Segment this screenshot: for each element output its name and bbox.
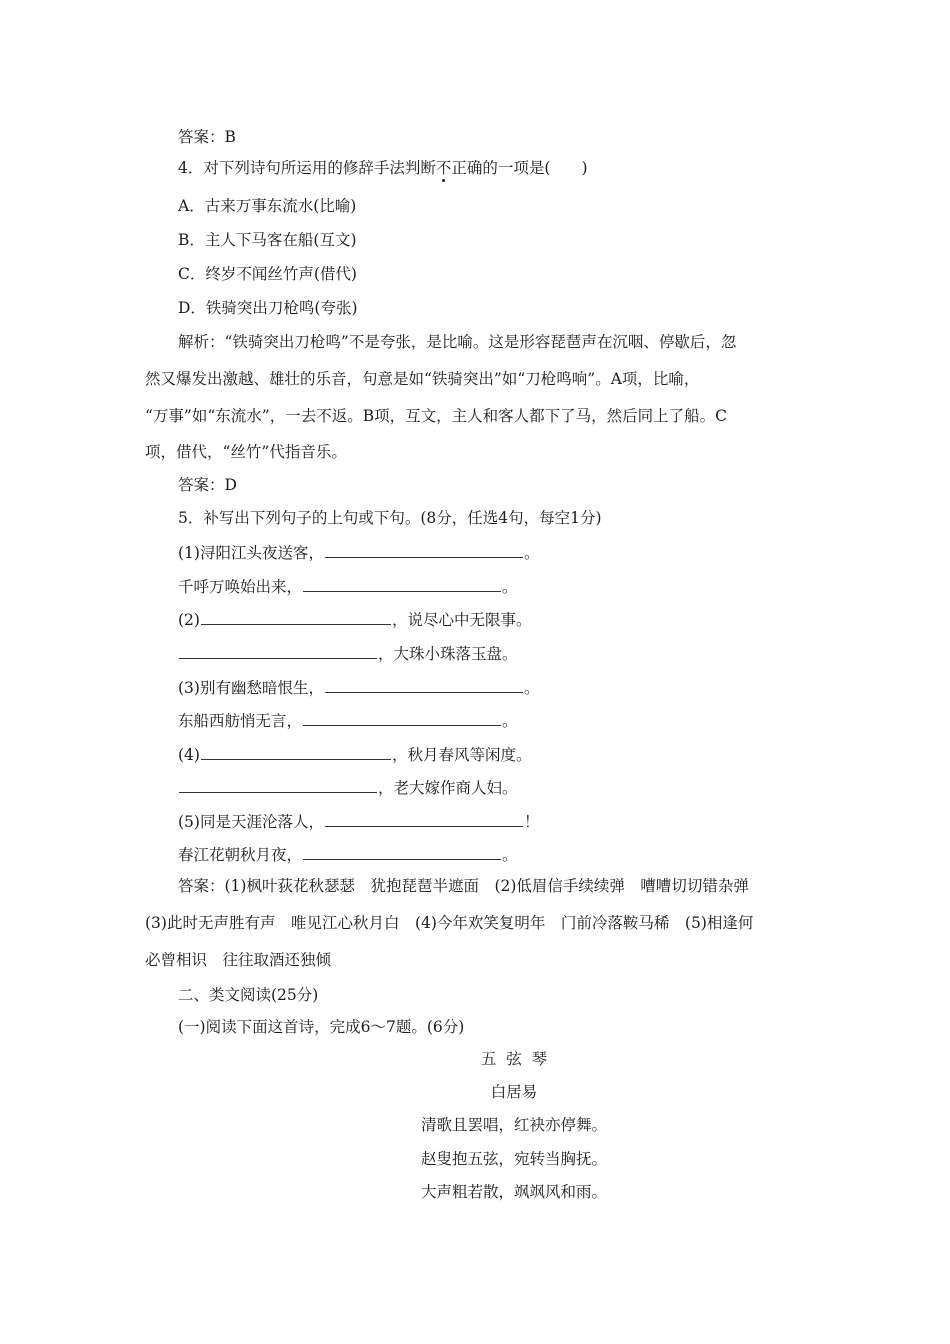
fill-blank[interactable]: [179, 643, 377, 659]
fill-blank[interactable]: [325, 542, 523, 558]
answer-q5-line: (3)此时无声胜有声 唯见江心秋月白 (4)今年欢笑复明年 门前冷落鞍马稀 (5)相逢何: [145, 914, 754, 932]
q5-item: (4) ，秋月春风等闲度。: [178, 746, 532, 764]
poem-author: 白居易: [490, 1083, 538, 1101]
q4-analysis-line: “万事”如“东流水”，一去不返。B项，互文，主人和客人都下了马，然后同上了船。C: [145, 407, 727, 425]
poem-title: 五 弦 琴: [480, 1050, 548, 1068]
q5-item: (5)同是天涯沦落人， ！: [178, 813, 540, 831]
fill-blank[interactable]: [325, 677, 523, 693]
answer-q5-line: 必曾相识 往往取酒还独倾: [145, 951, 332, 969]
answer-q5-line: 答案：(1)枫叶荻花秋瑟瑟 犹抱琵琶半遮面 (2)低眉信手续续弹 嘈嘈切切错杂弹: [178, 877, 749, 895]
subsection-instruction: (一)阅读下面这首诗，完成6～7题。(6分): [178, 1018, 465, 1036]
q4-option-b: B．主人下马客在船(互文): [178, 231, 357, 249]
q4-option-d: D．铁骑突出刀枪鸣(夸张): [178, 299, 358, 317]
answer-q3: 答案：B: [178, 128, 236, 146]
poem-line: 大声粗若散，飒飒风和雨。: [420, 1183, 607, 1201]
fill-blank[interactable]: [201, 609, 391, 625]
q4-option-a: A．古来万事东流水(比喻): [178, 197, 357, 215]
q4-stem-pre: 4．对下列诗句所运用的修辞手法判断: [178, 159, 436, 177]
fill-blank[interactable]: [303, 844, 501, 860]
fill-blank[interactable]: [303, 710, 501, 726]
fill-blank[interactable]: [201, 744, 391, 760]
q4-stem-post: 正确的一项是( ): [451, 159, 588, 177]
fill-blank[interactable]: [179, 777, 377, 793]
answer-q4: 答案：D: [178, 476, 237, 494]
fill-blank[interactable]: [325, 811, 523, 827]
q4-option-c: C．终岁不闻丝竹声(借代): [178, 265, 357, 283]
section-heading: 二、类文阅读(25分): [178, 986, 319, 1004]
q4-analysis-line: 然又爆发出激越、雄壮的乐音，句意是如“铁骑突出”如“刀枪鸣响”。A项，比喻，: [145, 370, 700, 388]
q5-item: 千呼万唤始出来， 。: [178, 578, 518, 596]
q5-item: ，老大嫁作商人妇。: [178, 777, 518, 798]
q4-analysis-line: 项，借代，“丝竹”代指音乐。: [145, 443, 347, 461]
poem-line: 赵叟抱五弦，宛转当胸抚。: [420, 1150, 607, 1168]
q5-item: (3)别有幽愁暗恨生， 。: [178, 679, 540, 697]
question-4-stem: [178, 158, 588, 178]
question-5-stem: 5．补写出下列句子的上句或下句。(8分，任选4句，每空1分): [178, 509, 602, 527]
fill-blank[interactable]: [303, 576, 501, 592]
q5-item: 东船西舫悄无言， 。: [178, 712, 518, 730]
q4-emphasis-char: 不: [435, 159, 452, 177]
q4-analysis-line: 解析：“铁骑突出刀枪鸣”不是夸张，是比喻。这是形容琵琶声在沉咽、停歇后，忽: [178, 333, 737, 351]
q5-item: 春江花朝秋月夜， 。: [178, 846, 518, 864]
q5-item: ，大珠小珠落玉盘。: [178, 643, 518, 664]
q5-item: (2) ，说尽心中无限事。: [178, 611, 532, 629]
q5-item: (1)浔阳江头夜送客， 。: [178, 544, 540, 562]
poem-line: 清歌且罢唱，红袂亦停舞。: [420, 1116, 607, 1134]
